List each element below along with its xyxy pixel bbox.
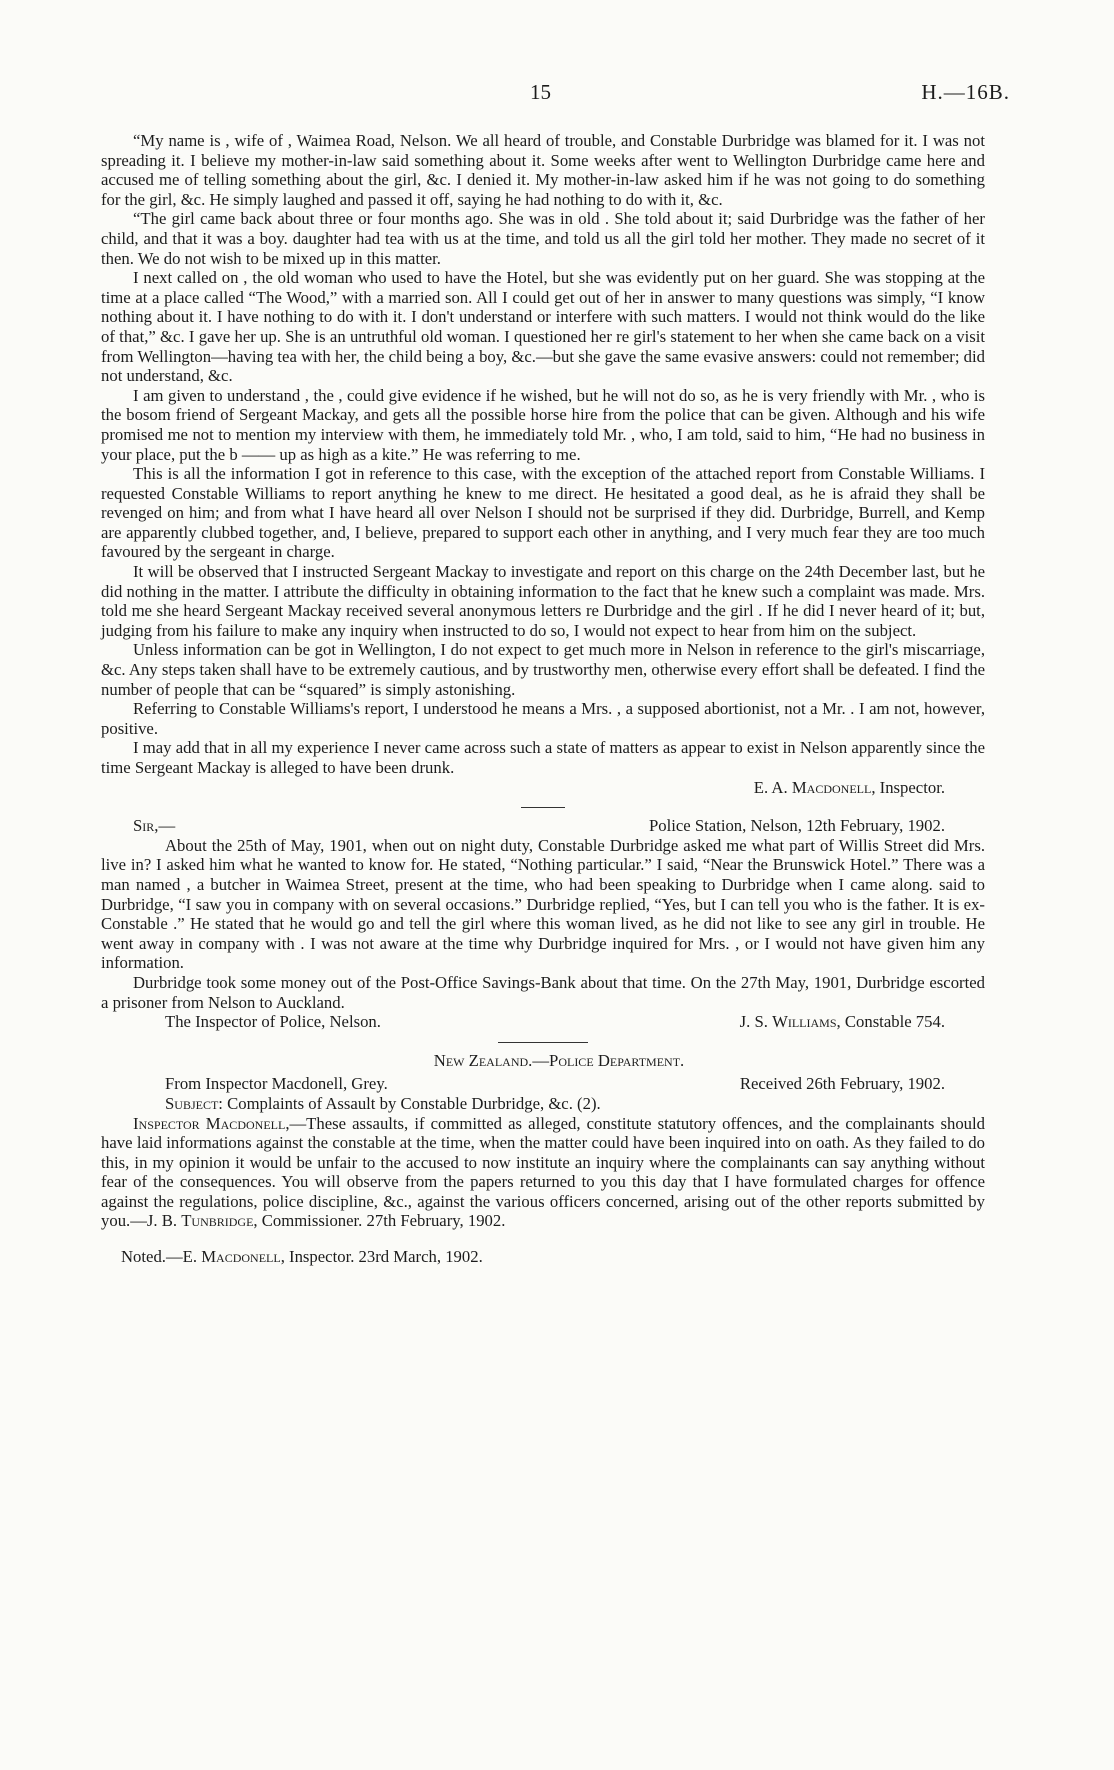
page-number: 15 xyxy=(530,80,551,104)
signature-initials: J. S. xyxy=(739,1012,768,1032)
memo-addressee: Inspector Macdonell xyxy=(133,1113,286,1133)
report-paragraph: I may add that in all my experience I never came across such a state of matters as appear to exist in Nelson apparently since the time Sergeant Mackay is alleged to have been drunk. xyxy=(101,738,985,777)
memo-commissioner-name: Tunbridge xyxy=(181,1211,254,1231)
noted-name: Macdonell xyxy=(201,1247,281,1267)
letter-place-date: Police Station, Nelson, 12th February, 1902. xyxy=(648,816,945,836)
memo-subject-text: : Complaints of Assault by Constable Durbridge, &c. (2). xyxy=(218,1093,601,1113)
letter-paragraph: Durbridge took some money out of the Post-Office Savings-Bank about that time. On the 27th May, 1901, Durbridge escorted a prisoner from Nelson to Auckland. xyxy=(101,972,985,1012)
document-body xyxy=(101,131,985,1267)
report-paragraph: This is all the information I got in reference to this case, with the exception of the attached report from Constable Williams. I requested Constable Williams to report anything he knew to me direct. He hesitated a good deal, as he is afraid they shall be revenged on him; and from what I have heard all over Nelson I should not be surprised if they did. Durbridge, Burrell, and Kemp are apparently clubbed together, and, I believe, prepared to support each other in anything, and I very much fear they are too much favoured by the sergeant in charge. xyxy=(101,464,985,562)
memo-from-row xyxy=(101,1074,985,1094)
report-paragraph: “The girl came back about three or four months ago. She was in old . She told about it; said Durbridge was the father of her child, and that it was a boy. daughter had tea with us at the time, and told us all the girl told her mother. They made no secret of it then. We do not wish to be mixed up in this matter. xyxy=(101,209,985,268)
report-paragraph: Referring to Constable Williams's report, I understood he means a Mrs. , a supposed abortionist, not a Mr. . I am not, however, positive. xyxy=(101,699,985,738)
memo-commissioner-suffix: , Commissioner. 27th February, 1902. xyxy=(253,1211,506,1231)
letter-signature xyxy=(708,1012,985,1032)
letter-heading-row xyxy=(101,816,985,836)
page-header xyxy=(0,80,1114,110)
police-department-memo xyxy=(101,1051,985,1267)
memo-from: From Inspector Macdonell, Grey. xyxy=(165,1074,388,1094)
signature-initials: E. A. xyxy=(753,777,788,797)
report-paragraph: “My name is , wife of , Waimea Road, Nelson. We all heard of trouble, and Constable Durbridge was blamed for it. I was not spreading it. I believe my mother-in-law said something about it. Some weeks after went to Wellington Durbridge came here and accused me of telling something about the girl, &c. I denied it. My mother-in-law asked him if he was not going to do something for the girl, &c. He simply laughed and passed it off, saying he had nothing to do with it, &c. xyxy=(101,131,985,209)
letter-addressee: The Inspector of Police, Nelson. xyxy=(165,1012,381,1032)
memo-body xyxy=(101,1114,985,1232)
memo-received: Received 26th February, 1902. xyxy=(739,1074,945,1094)
report-paragraph: I next called on , the old woman who used to have the Hotel, but she was evidently put on her guard. She was stopping at the time at a place called “The Wood,” with a married son. All I could get out of her in answer to many questions was simply, “I know nothing about it. I have nothing to do with it. I don't understand or interfere with such matters. I would not think would do the like of that,” &c. I gave her up. She is an untruthful old woman. I questioned her re girl's statement to her when she came back on a visit from Wellington—having tea with her, the child being a boy, &c.—but she gave the same evasive answers: could not remember; did not understand, &c. xyxy=(101,268,985,386)
inspector-report xyxy=(101,131,985,797)
memo-body-text: ,—These assaults, if committed as alleged, constitute statutory offences, and the complainants should have laid informations against the constable at the time, when the matter could have been inquired into on oath. As they failed to do this, in my opinion it would be unfair to the accused to now institute an inquiry where the complainants can say anything without fear of the consequences. You will observe from the papers returned to you this day that I have formulated charges for offence against the regulations, police discipline, &c., against the various officers concerned, arising out of the other reports submitted by you.—J. B. xyxy=(101,1113,985,1231)
letter-closing-row xyxy=(101,1012,985,1032)
signature-name: Williams xyxy=(772,1012,837,1032)
report-paragraph: It will be observed that I instructed Sergeant Mackay to investigate and report on this charge on the 24th December last, but he did nothing in the matter. I attribute the difficulty in obtaining information to the fact that he knew such a complaint was made. Mrs. told me she heard Sergeant Mackay received several anonymous letters re Durbridge and the girl . If he did I never heard of it; but, judging from his failure to make any inquiry when instructed to do so, I would not expect to hear from him on the subject. xyxy=(101,562,985,640)
document-reference: H.—16B. xyxy=(921,80,1010,104)
memo-heading: New Zealand.—Police Department. xyxy=(433,1050,685,1070)
section-divider xyxy=(498,1042,588,1043)
signature-name: Macdonell xyxy=(791,777,872,797)
constable-letter xyxy=(101,816,985,1032)
memo-noted xyxy=(101,1247,985,1267)
letter-paragraph: About the 25th of May, 1901, when out on night duty, Constable Durbridge asked me what part of Willis Street did Mrs. live in? I asked him what he wanted to know for. He stated, “Nothing particular.” I said, “Near the Brunswick Hotel.” There was a man named , a butcher in Waimea Street, present at the time, who had been speaking to Durbridge when I came along. said to Durbridge, “I saw you in company with on several occasions.” Durbridge replied, “Yes, but I can tell you who is the father. It is ex-Constable .” He stated that he would go and tell the girl where this woman lived, as he did not like to see any girl in trouble. He went away in company with . I was not aware at the time why Durbridge inquired for Mrs. , or I would not have given him any information. xyxy=(101,835,985,973)
report-paragraph: I am given to understand , the , could give evidence if he wished, but he will not do so, as he is very friendly with Mr. , who is the bosom friend of Sergeant Mackay, and gets all the possible horse hire from the police that can be given. Although and his wife promised me not to mention my interview with them, he immediately told Mr. , who, I am told, said to him, “He had no business in your place, put the b —— up as high as a kite.” He was referring to me. xyxy=(101,385,985,464)
report-paragraph: Unless information can be got in Wellington, I do not expect to get much more in Nelson in reference to the girl's miscarriage, &c. Any steps taken shall have to be extremely cautious, and by trustworthy men, otherwise every effort shall be defeated. I find the number of people that can be “squared” is simply astonishing. xyxy=(101,640,985,699)
section-divider xyxy=(521,807,565,808)
signature-title: , Inspector. xyxy=(871,777,945,797)
signature-title: , Constable 754. xyxy=(836,1012,945,1032)
noted-prefix: Noted.—E. xyxy=(121,1247,202,1267)
letter-salutation: Sir,— xyxy=(133,816,176,836)
memo-subject-label: Subject xyxy=(165,1093,219,1113)
report-signature xyxy=(101,778,985,798)
memo-subject xyxy=(101,1094,985,1114)
noted-suffix: , Inspector. 23rd March, 1902. xyxy=(280,1247,483,1267)
